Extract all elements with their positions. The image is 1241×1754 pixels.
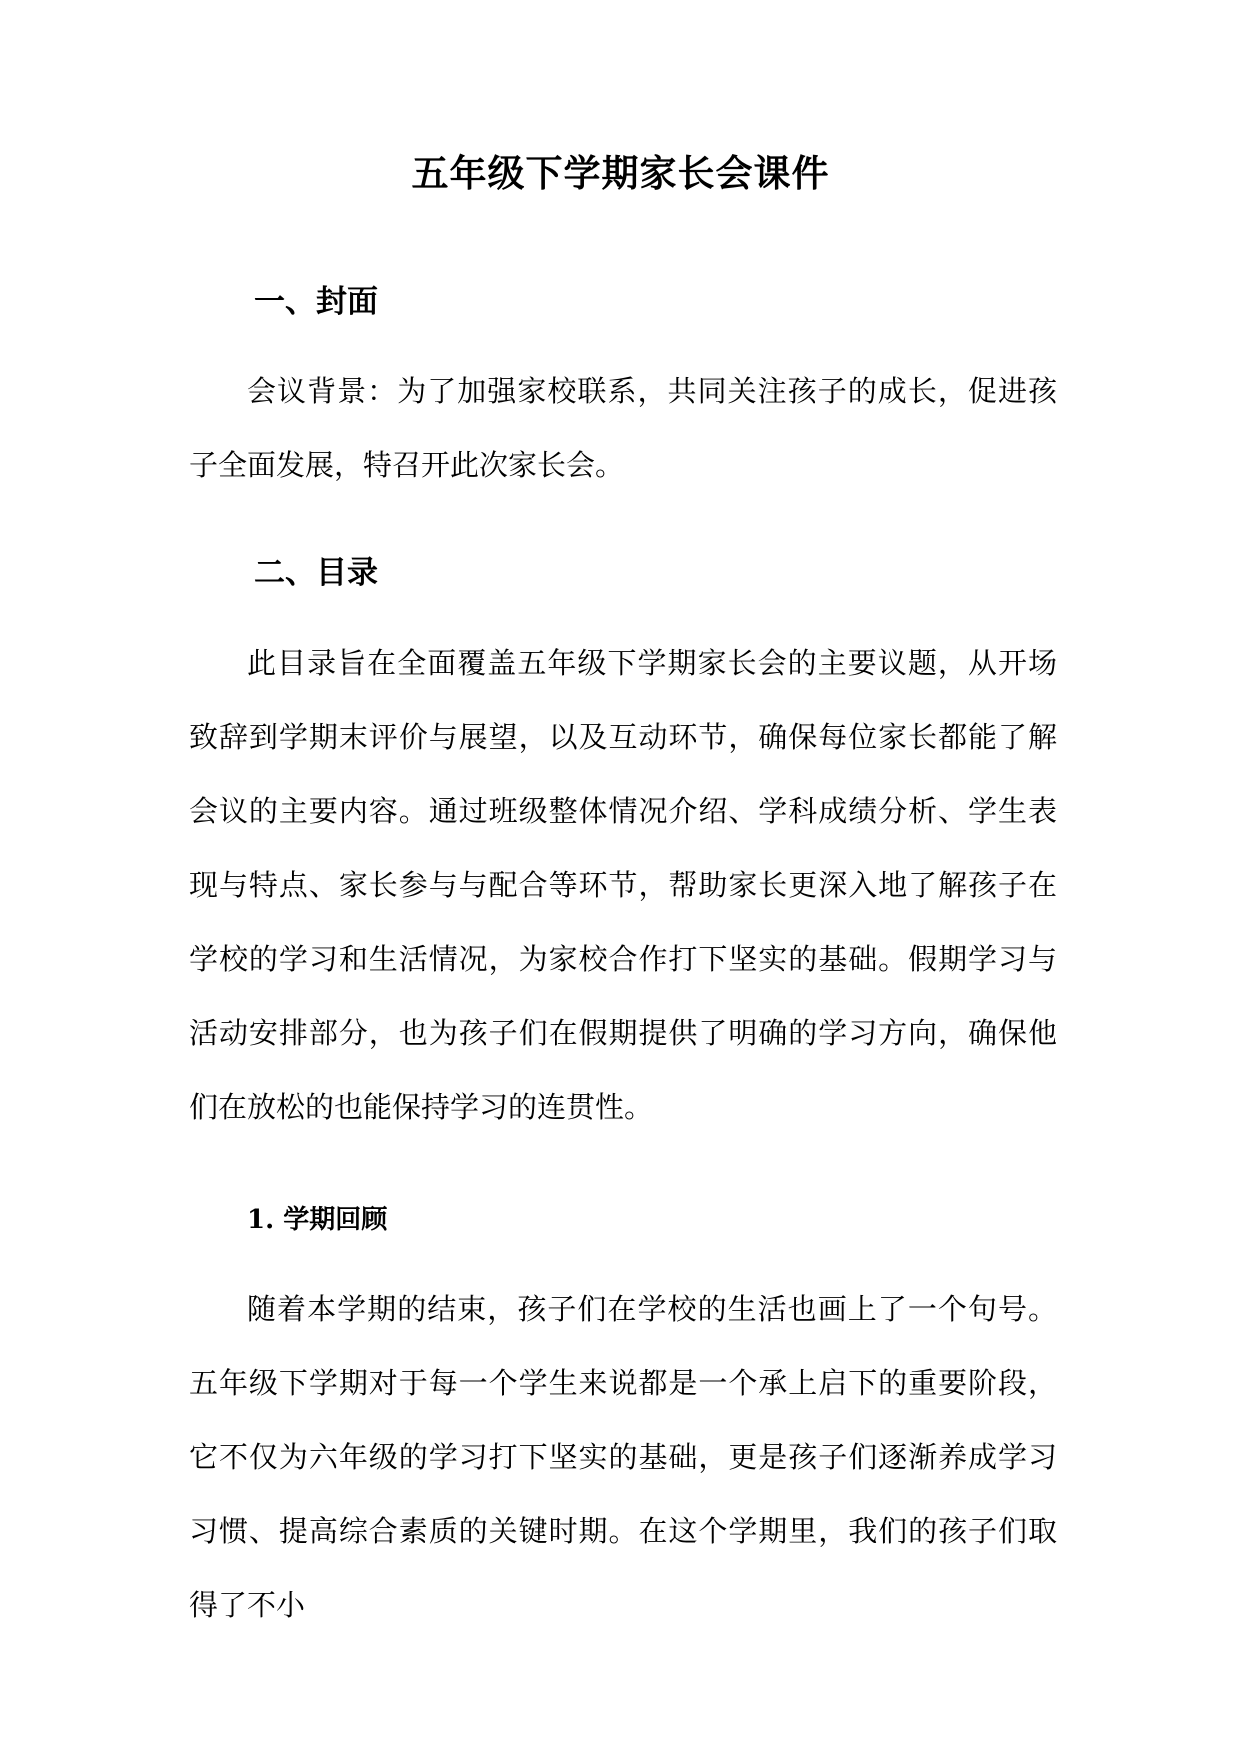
section-heading-contents: 二、目录 [254, 555, 378, 591]
subsection-paragraph-term-review: 随着本学期的结束，孩子们在学校的生活也画上了一个句号。五年级下学期对于每一个学生来说都是一个承上启下的重要阶段，它不仅为六年级的学习打下坚实的基础，更是孩子们逐渐养成学习习惯、提高综合素质的关键时期。在这个学期里，我们的孩子们取得了不小 [189, 1292, 1057, 1622]
subsection-heading-term-review: 1. 学期回顾 [247, 1205, 388, 1235]
section-paragraph-contents: 此目录旨在全面覆盖五年级下学期家长会的主要议题，从开场致辞到学期末评价与展望，以及互动环节，确保每位家长都能了解会议的主要内容。通过班级整体情况介绍、学科成绩分析、学生表现与特点、家长参与与配合等环节，帮助家长更深入地了解孩子在学校的学习和生活情况，为家校合作打下坚实的基础。假期学习与活动安排部分，也为孩子们在假期提供了明确的学习方向，确保他们在放松的也能保持学习的连贯性。 [189, 646, 1057, 1124]
section-heading-cover: 一、封面 [254, 284, 378, 320]
section-paragraph-cover: 会议背景：为了加强家校联系，共同关注孩子的成长，促进孩子全面发展，特召开此次家长会。 [189, 374, 1057, 482]
document-title: 五年级下学期家长会课件 [411, 151, 830, 195]
